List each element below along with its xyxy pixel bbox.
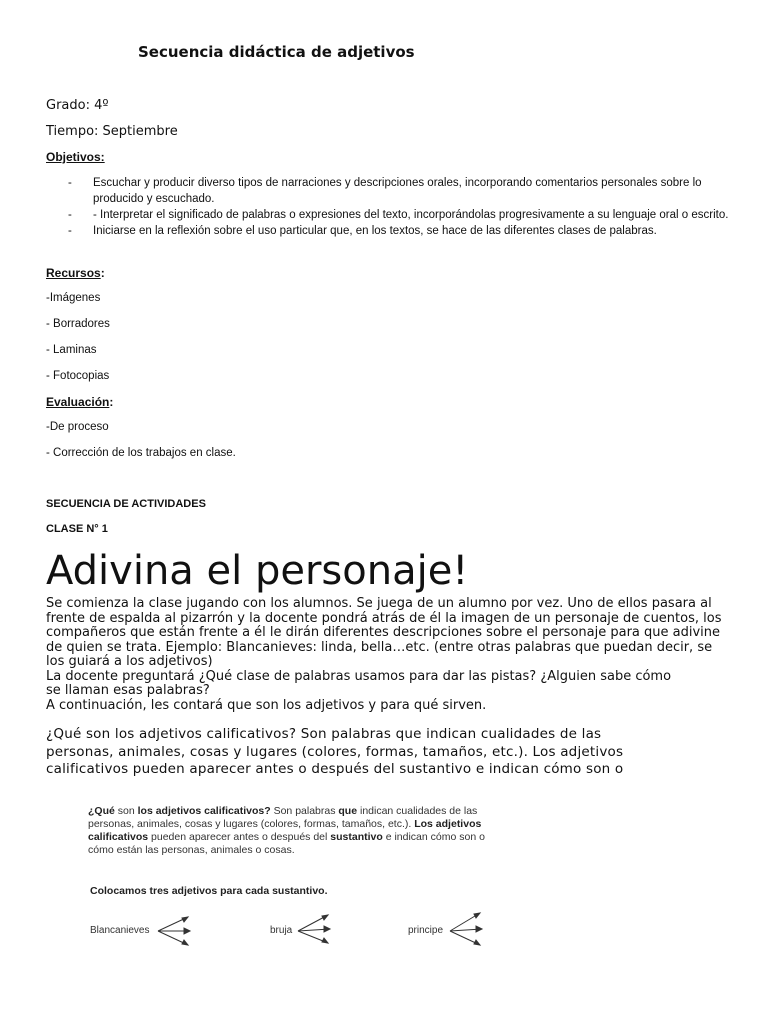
grado-line: Grado: 4º: [46, 98, 109, 113]
paragraph-line: ¿Qué son los adjetivos calificativos? Son palabras que indican cualidades de las: [46, 726, 602, 742]
paragraph-line: frente de espalda al pizarrón y la docente pondrá atrás de él la imagen de un personaje de cuentos, los: [46, 610, 722, 626]
arrows-icon: [448, 909, 488, 949]
arrows-icon: [156, 913, 196, 949]
objetivo-item: - Escuchar y producir diverso tipos de narraciones y descripciones orales, incorporando comentarios personales sobre lo producido y escuchado.: [66, 175, 736, 207]
paragraph-line: los guiará a los adjetivos): [46, 654, 213, 669]
arrows-icon: [296, 911, 336, 947]
document-title: Secuencia didáctica de adjetivos: [138, 43, 415, 61]
objetivo-item: - Iniciarse en la reflexión sobre el uso particular que, en los textos, se hace de las diferentes clases de palabras.: [66, 223, 736, 239]
tiempo-line: Tiempo: Septiembre: [46, 124, 178, 139]
objetivos-list: [66, 175, 736, 239]
worksheet-image: [88, 805, 518, 955]
recurso-item: -Imágenes: [46, 292, 101, 304]
secuencia-heading: SECUENCIA DE ACTIVIDADES: [46, 498, 206, 510]
paragraph-line: A continuación, les contará que son los adjetivos y para qué sirven.: [46, 697, 487, 713]
paragraph-line: personas, animales, cosas y lugares (colores, formas, tamaños, etc.). Los adjetivos: [46, 743, 624, 760]
recurso-item: - Laminas: [46, 344, 97, 356]
noun-principe: principe: [408, 925, 444, 936]
activity-paragraph: [46, 597, 736, 713]
evaluacion-item: -De proceso: [46, 421, 109, 433]
noun-bruja: bruja: [270, 925, 293, 936]
worksheet-instruction: Colocamos tres adjetivos para cada sustantivo.: [90, 885, 328, 897]
paragraph-line: de quien se trata. Ejemplo: Blancanieves: linda, bella…etc. (entre otras palabras que puedan decir, se: [46, 639, 713, 655]
evaluacion-item: - Corrección de los trabajos en clase.: [46, 447, 236, 459]
definition-paragraph: [46, 726, 706, 779]
paragraph-line: se llaman esas palabras?: [46, 683, 210, 698]
paragraph-line: calificativos pueden aparecer antes o después del sustantivo e indican cómo son o: [46, 761, 624, 777]
paragraph-line: Se comienza la clase jugando con los alumnos. Se juega de un alumno por vez. Uno de ellos pasara al: [46, 596, 712, 611]
paragraph-line: La docente preguntará ¿Qué clase de palabras usamos para dar las pistas? ¿Alguien sabe cómo: [46, 668, 672, 684]
objetivos-heading: Objetivos:: [46, 150, 105, 164]
recurso-item: - Borradores: [46, 318, 110, 330]
noun-blancanieves: Blancanieves: [90, 925, 150, 936]
evaluacion-heading: Evaluación:: [46, 395, 114, 409]
clase-heading: CLASE N° 1: [46, 523, 108, 535]
recursos-heading: Recursos:: [46, 266, 105, 280]
recurso-item: - Fotocopias: [46, 370, 110, 382]
worksheet-definition: ¿Qué son los adjetivos calificativos? Son palabras que indican cualidades de las personas, animales, cosas y lugares (colores, formas, tamaños, etc.). Los adjetivos calificativos pueden aparecer antes o después del sustantivo e indican cómo son o cómo están las personas, animales o cosas.: [88, 805, 485, 856]
objetivo-item: - - Interpretar el significado de palabras o expresiones del texto, incorporándolas progresivamente a su lenguaje oral o escrito.: [66, 207, 736, 223]
activity-title: Adivina el personaje!: [46, 548, 469, 594]
paragraph-line: compañeros que están frente a él le dirán diferentes descripciones sobre el personaje para que adivine: [46, 625, 721, 640]
